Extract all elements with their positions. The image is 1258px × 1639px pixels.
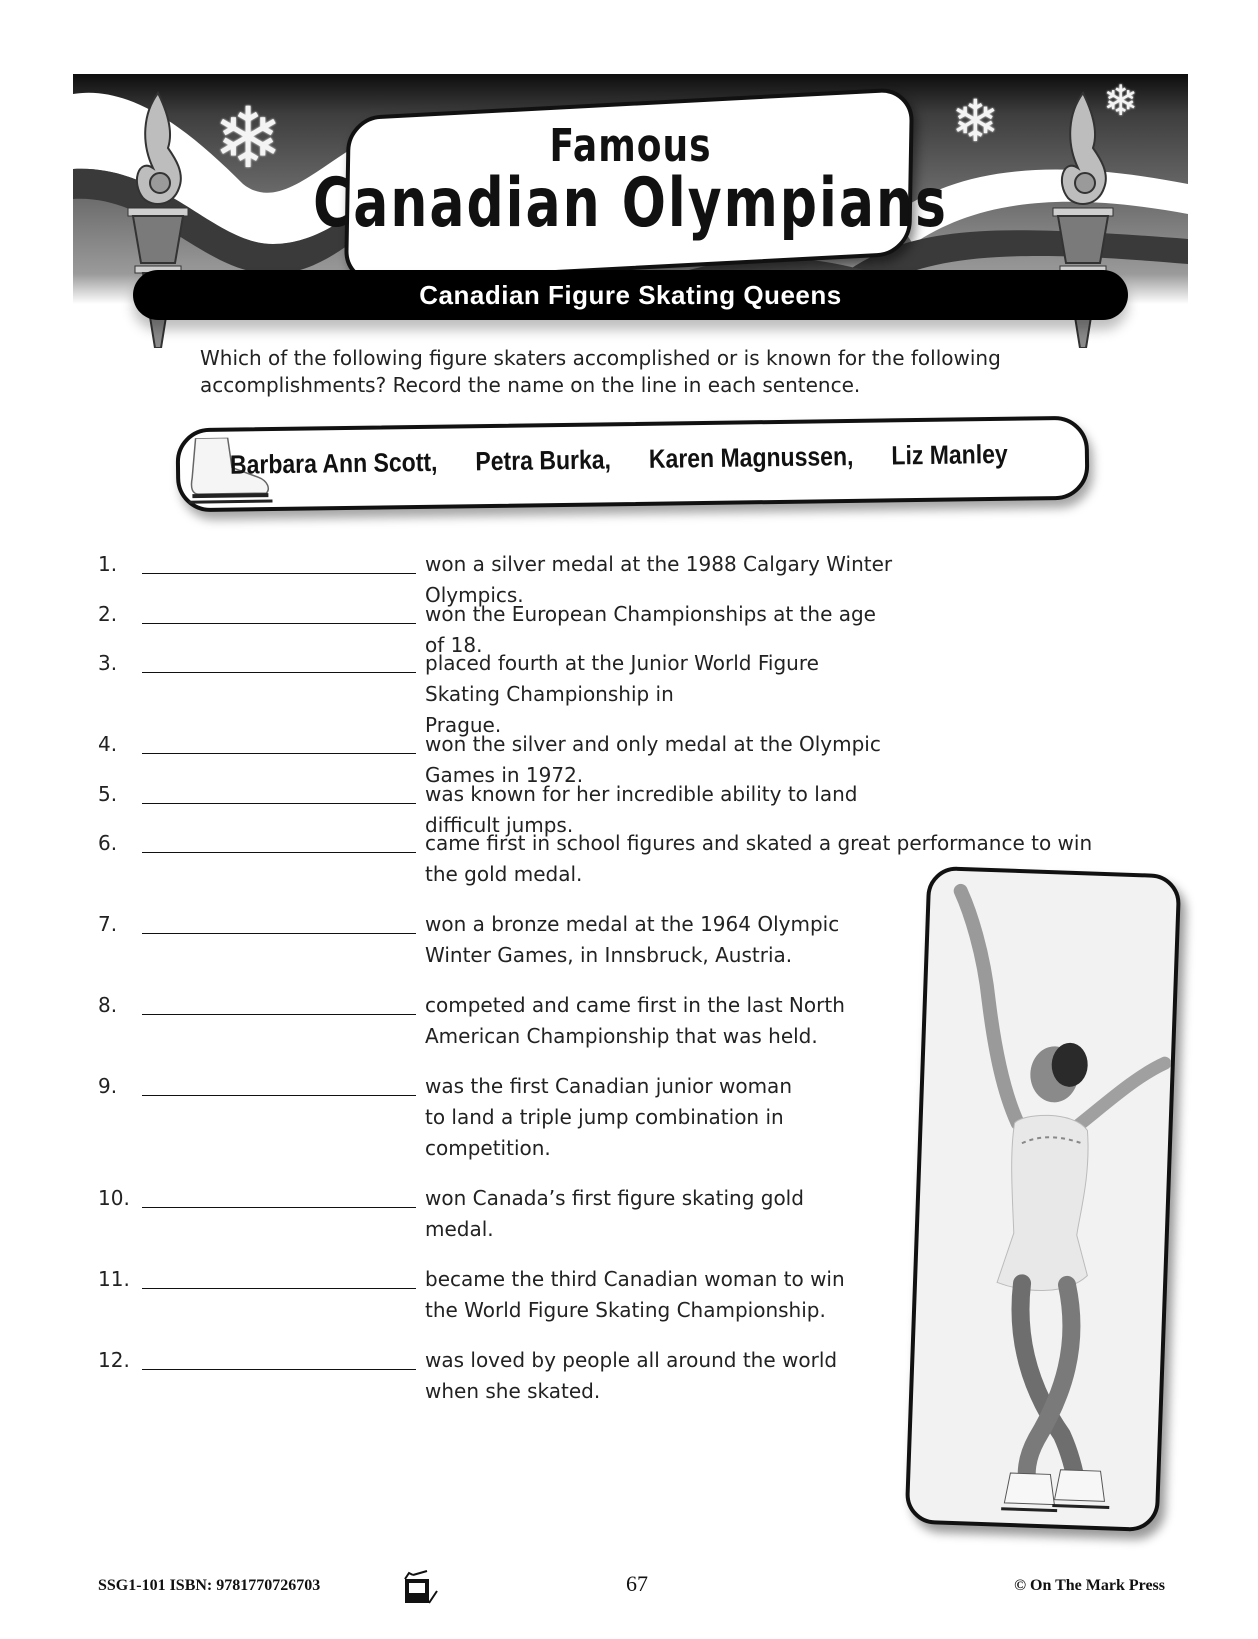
subtitle-bar [133,270,1128,320]
copyright: © On The Mark Press [1014,1577,1165,1594]
snowflake-icon: ❄ [213,89,284,187]
page-title: Canadian Olympians [313,165,948,243]
question-text: competed and came first in the last North American Championship that was held. [425,993,845,1048]
header-banner [73,74,1188,354]
answer-line[interactable] [142,753,416,754]
question-text: won the European Championships at the age of 18. [425,602,876,657]
question-text: won the silver and only medal at the Olympic Games in 1972. [425,732,881,787]
title-famous: Famous [549,120,712,173]
question-text: won a bronze medal at the 1964 Olympic Winter Games, in Innsbruck, Austria. [425,912,840,967]
question-number: 2. [98,602,118,626]
question-number: 6. [98,831,118,855]
question-text: came first in school figures and skated a great performance to win the gold medal. [425,831,1093,886]
answer-line[interactable] [142,1207,416,1208]
name-karen-magnussen: Karen Magnussen, [648,440,854,474]
question-number: 1. [98,552,118,576]
answer-line[interactable] [142,672,416,673]
question-text: won Canada’s first figure skating gold medal. [425,1186,804,1241]
page-footer [98,1565,1165,1605]
reproducible-page-icon [403,1569,443,1605]
question-text: was the first Canadian junior woman to land a triple jump combination in competition. [425,1074,792,1160]
answer-line[interactable] [142,1095,416,1096]
page-number: 67 [626,1571,648,1596]
instructions: Which of the following figure skaters accomplished or is known for the following accomplishments? Record the name on the line in each sentence. [200,346,1001,397]
question-number: 9. [98,1074,118,1098]
question-number: 7. [98,912,118,936]
question-text: won a silver medal at the 1988 Calgary Winter Olympics. [425,552,893,607]
name-barbara-ann-scott: Barbara Ann Scott, [229,446,438,480]
answer-line[interactable] [142,1014,416,1015]
question-text: became the third Canadian woman to win the World Figure Skating Championship. [425,1267,845,1322]
question-text: was loved by people all around the world when she skated. [425,1348,838,1403]
name-liz-manley: Liz Manley [891,438,1008,471]
answer-line[interactable] [142,1369,416,1370]
figure-skater-photo [905,866,1182,1532]
question-number: 11. [98,1267,130,1291]
question-number: 10. [98,1186,130,1210]
answer-line[interactable] [142,803,416,804]
question-text: was known for her incredible ability to land difficult jumps. [425,782,858,837]
answer-line[interactable] [142,573,416,574]
snowflake-icon: ❄ [951,87,1000,155]
question-text: placed fourth at the Junior World Figure Skating Championship in Prague. [425,651,819,737]
names-row [230,440,1065,479]
figure-skater-icon [909,870,1178,1528]
answer-line[interactable] [142,933,416,934]
product-code: SSG1-101 ISBN: 9781770726703 [98,1577,321,1594]
question-number: 4. [98,732,118,756]
answer-line[interactable] [142,1288,416,1289]
subtitle: Canadian Figure Skating Queens [419,279,842,310]
answer-line[interactable] [142,623,416,624]
word-bank [175,416,1089,513]
snowflake-icon: ❄ [1103,76,1139,125]
answer-line[interactable] [142,852,416,853]
question-number: 5. [98,782,118,806]
name-petra-burka: Petra Burka, [475,444,612,477]
question-number: 8. [98,993,118,1017]
question-number: 3. [98,651,118,675]
question-number: 12. [98,1348,130,1372]
